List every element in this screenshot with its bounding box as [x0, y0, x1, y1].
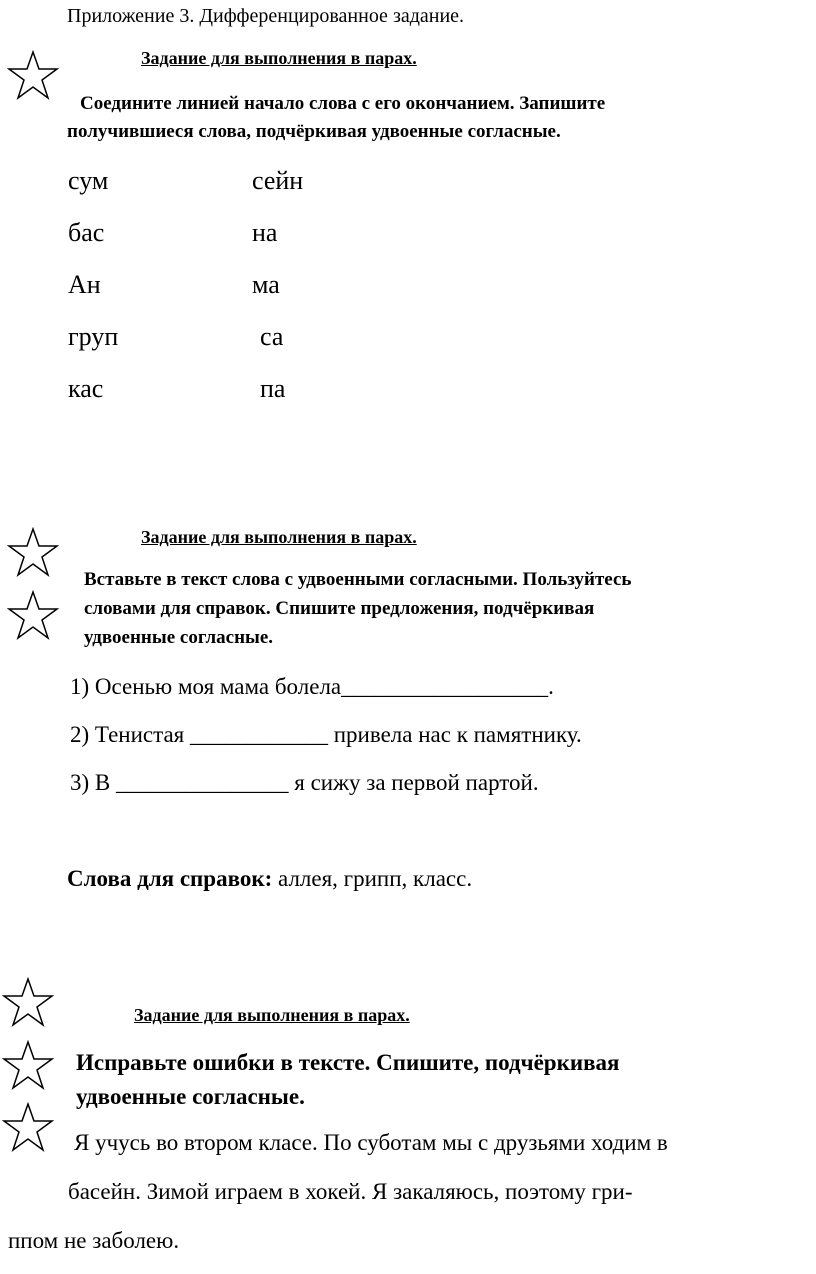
task1-instruction-line1: Соедините линией начало слова с его окончанием. Запишите — [80, 93, 606, 114]
reference-words — [67, 866, 472, 892]
right-word: са — [260, 322, 284, 351]
sentence: 1) Осенью моя мама болела__________________. — [70, 674, 554, 699]
star-icon — [2, 1040, 54, 1090]
star-icon — [7, 50, 59, 100]
task1-instruction-line2: получившиеся слова, подчёркивая удвоенные согласные. — [67, 121, 561, 142]
task3-instruction-line2: удвоенные согласные. — [76, 1084, 305, 1109]
text-line: ппом не заболею. — [8, 1228, 180, 1253]
task3-title: Задание для выполнения в парах. — [134, 1005, 410, 1025]
reference-label: Слова для справок: — [67, 866, 273, 891]
task2-title: Задание для выполнения в парах. — [141, 527, 417, 547]
right-word: па — [260, 374, 286, 403]
sentence: 2) Тенистая ____________ привела нас к памятнику. — [70, 722, 582, 747]
left-word: сум — [68, 166, 109, 195]
right-word: сейн — [252, 166, 304, 195]
task2-instruction-line2: словами для справок. Спишите предложения, подчёркивая — [84, 598, 595, 619]
sentence: 3) В _______________ я сижу за первой партой. — [70, 770, 539, 795]
task2-instruction-line3: удвоенные согласные. — [84, 627, 274, 648]
text-line: басейн. Зимой играем в хокей. Я закаляюсь, поэтому гри- — [68, 1179, 633, 1204]
right-word: на — [252, 218, 278, 247]
star-icon — [7, 527, 59, 577]
left-word: груп — [68, 322, 119, 351]
left-word: бас — [68, 218, 105, 247]
reference-list: аллея, грипп, класс. — [272, 866, 473, 891]
left-word: кас — [68, 374, 104, 403]
star-icon — [2, 977, 54, 1027]
left-word: Ан — [68, 270, 101, 299]
right-word: ма — [252, 270, 280, 299]
star-icon — [7, 590, 59, 640]
text-line: Я учусь во втором класе. По суботам мы с друзьями ходим в — [74, 1130, 668, 1155]
task2-instruction-line1: Вставьте в текст слова с удвоенными согласными. Пользуйтесь — [84, 569, 632, 590]
task1-title: Задание для выполнения в парах. — [141, 48, 417, 68]
task3-instruction-line1: Исправьте ошибки в тексте. Спишите, подчёркивая — [76, 1050, 620, 1075]
page-header: Приложение 3. Дифференцированное задание. — [67, 5, 465, 27]
star-icon — [2, 1102, 54, 1152]
